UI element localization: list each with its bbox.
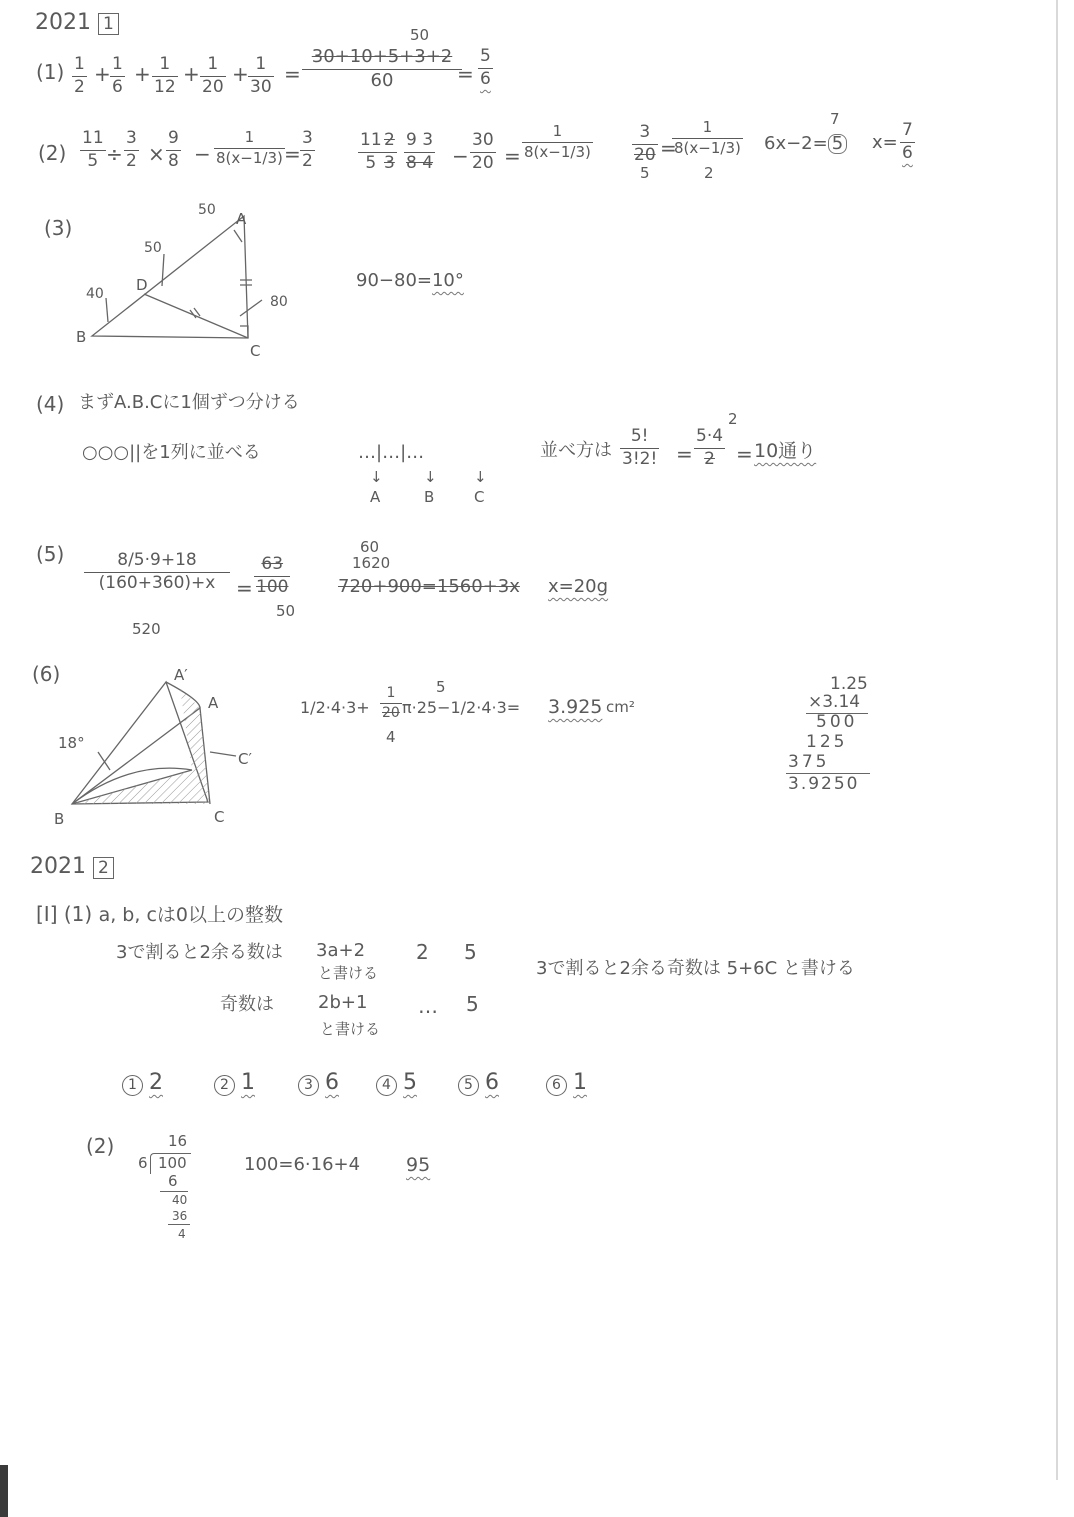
pointer-line [234, 230, 242, 242]
denominator: 5 [87, 150, 99, 171]
numerator: 5 [480, 46, 491, 66]
denominator: 2 [704, 448, 715, 469]
times-sign: × [148, 142, 165, 166]
equals-sign: = [284, 62, 301, 86]
q5-equation: 720+900=1560+3x [338, 576, 520, 597]
part-label: [I] [36, 902, 58, 926]
pointer-line [240, 300, 262, 316]
division-step: 36 [172, 1209, 188, 1223]
p2-value: 5 [464, 940, 477, 964]
p2-expr: 3a+2 [316, 940, 366, 961]
denominator: 100 [256, 576, 289, 597]
numerator: 1 [702, 118, 713, 136]
equals-sign: = [457, 62, 474, 86]
division-rule [160, 1191, 188, 1192]
denominator: 60 [370, 69, 394, 91]
division-step: 40 [172, 1193, 188, 1207]
p2-line-3: 3で割ると2余る奇数は 5+6C と書ける [536, 958, 855, 979]
q1-frac-1 [72, 56, 87, 97]
numerator: 1 [112, 54, 123, 74]
section-header-1 [35, 12, 119, 34]
vertex-b: B [54, 810, 65, 828]
q4-line-2: ○○○||を1列に並べる [82, 442, 261, 463]
circled-value: 5 [828, 134, 847, 154]
pointer-line [210, 752, 236, 756]
p2-q2-equation: 100=6·16+4 [244, 1154, 361, 1175]
numerator: 1 [244, 128, 255, 146]
numerator: 11 [360, 130, 382, 150]
pointer-line [106, 298, 108, 322]
mult-line: 500 [816, 712, 858, 732]
equals-sign: = [660, 136, 677, 160]
q2-note: 5 [640, 164, 650, 182]
equals-sign: = [676, 442, 693, 466]
answer: 10° [431, 270, 464, 291]
calc-text: 90−80= [356, 270, 432, 291]
q2-frac-2 [124, 130, 139, 171]
angle-label: 50 [198, 202, 216, 218]
header-number-box: 2 [93, 857, 114, 879]
segment-dc [144, 294, 248, 338]
plus-sign: + [134, 62, 151, 86]
vertex-b: B [76, 328, 87, 346]
p2-intro-line [36, 904, 283, 925]
group-label: B [424, 488, 435, 506]
p2-note: と書ける [320, 1020, 381, 1038]
plus-sign: + [232, 62, 249, 86]
p2-value: 5 [466, 992, 479, 1016]
q5-note: 520 [132, 620, 161, 638]
division-step: 6 [168, 1172, 178, 1190]
denominator: 8 4 [406, 152, 434, 173]
numerator: 9 [168, 128, 179, 148]
q2-work-frac-4 [470, 132, 496, 173]
denominator: 3 [384, 152, 395, 173]
p2-answer-3 [298, 1070, 339, 1096]
q1-sum-note: 50 [410, 26, 430, 44]
shaded-region [72, 770, 210, 804]
q4-note: 2 [728, 410, 738, 428]
header-year: 2021 [30, 854, 86, 879]
circled-number: 3 [298, 1075, 319, 1096]
q2-work-frac-7 [672, 120, 743, 157]
q2-note: 2 [704, 164, 714, 182]
p2-note: と書ける [318, 964, 379, 982]
mult-line: 125 [806, 732, 848, 752]
plus-sign: + [94, 62, 111, 86]
q2-work-frac-5 [522, 124, 593, 161]
numerator: 7 [902, 120, 913, 140]
p2-q2-label: (2) [86, 1134, 115, 1158]
answer-value: 6 [325, 1070, 339, 1095]
denominator: 2 [302, 150, 313, 171]
q4-answer: 10通り [754, 440, 817, 462]
numerator: 1 [159, 54, 171, 74]
numerator: 5·4 [696, 426, 724, 446]
q4-sequence: …|…|… [358, 442, 425, 463]
denominator: 8(x−1/3) [216, 148, 283, 167]
p2-value: 2 [416, 940, 429, 964]
circled-number: 5 [458, 1075, 479, 1096]
denominator: 20 [472, 152, 494, 173]
denominator: 3!2! [622, 448, 658, 469]
section-header-2 [30, 856, 114, 878]
group-label: A [370, 488, 381, 506]
p2-ellipsis: … [418, 994, 438, 1018]
vertex-a: A [236, 210, 247, 228]
p2-q2-answer: 95 [406, 1154, 431, 1176]
q2-label: (2) [38, 141, 67, 165]
q6-expr-a: 1/2·4·3+ [300, 698, 370, 717]
q2-frac-1 [80, 130, 106, 171]
page-edge [1056, 0, 1058, 1480]
answer-value: 5 [403, 1070, 417, 1095]
numerator: 3 [639, 122, 651, 142]
denominator: 30 [250, 76, 272, 97]
denominator: 20 [382, 704, 400, 721]
arrow-down-icon: ↓ [370, 468, 383, 486]
divide-sign: ÷ [106, 142, 123, 166]
triangle-abc [92, 216, 248, 338]
numerator: 3 [126, 128, 137, 148]
p2-expr: 2b+1 [318, 992, 368, 1013]
q5-frac [84, 552, 230, 593]
angle-label: 40 [86, 286, 104, 302]
circled-number: 2 [214, 1075, 235, 1096]
circled-number: 1 [122, 1075, 143, 1096]
q4-line-1: まずA.B.Cに1個ずつ分ける [78, 392, 300, 413]
q6-note: 5 [436, 678, 446, 696]
q2-frac-4 [214, 130, 285, 167]
q1-answer [478, 48, 493, 89]
q6-frac [380, 686, 402, 720]
p2-answer-1 [122, 1070, 163, 1096]
equals-sign: = [736, 442, 753, 466]
denominator: 6 [902, 142, 913, 163]
numerator: 11 [82, 128, 104, 148]
q4-label: (4) [36, 392, 65, 416]
numerator: 30+10+5+3+2 [311, 46, 453, 67]
remainder: 4 [178, 1227, 186, 1241]
numerator: 3 [302, 128, 313, 148]
numerator: 30 [472, 130, 494, 150]
mult-line: 3.9250 [788, 774, 860, 794]
q3-label: (3) [44, 216, 73, 240]
q6-note: 4 [386, 728, 396, 746]
numerator: 8/5·9+18 [117, 550, 197, 570]
header-number-box: 1 [98, 13, 119, 35]
q5-note: 60 [360, 538, 380, 556]
q2-linear-eq [764, 134, 847, 154]
minus-sign: − [452, 144, 469, 168]
denominator: 2 [126, 150, 137, 171]
minus-sign: − [194, 142, 211, 166]
numerator: 1 [552, 122, 563, 140]
q1-sum-frac [302, 48, 462, 91]
p2-line-2: 奇数は [220, 994, 274, 1015]
point-d: D [136, 276, 148, 294]
q4-perm-frac [620, 428, 659, 469]
q2-work-frac-1 [358, 132, 384, 173]
vertex-a-prime: A′ [174, 666, 188, 684]
q6-unit: cm² [606, 698, 635, 716]
equals-sign: = [236, 576, 253, 600]
q2-note: 7 [830, 110, 840, 128]
numerator: 9 3 [406, 130, 434, 150]
mult-line: 1.25 [830, 674, 868, 694]
denominator: 2 [74, 76, 85, 97]
q2-answer [900, 122, 915, 163]
denominator: 8 [168, 150, 179, 171]
arrow-down-icon: ↓ [424, 468, 437, 486]
vertex-c-prime: C′ [238, 750, 252, 768]
q5-label: (5) [36, 542, 65, 566]
division-rule [168, 1224, 190, 1225]
answer-value: 1 [573, 1070, 587, 1095]
numerator: 1 [207, 54, 219, 74]
vertex-c: C [214, 808, 225, 826]
question-label: (1) [63, 902, 93, 926]
q5-answer: x=20g [548, 576, 609, 597]
numerator: 1 [255, 54, 267, 74]
denominator: 6 [480, 68, 491, 89]
q5-rhs-frac [254, 556, 290, 597]
q1-frac-4 [200, 56, 226, 97]
vertex-c: C [250, 342, 261, 360]
q1-frac-5 [248, 56, 274, 97]
quotient: 16 [168, 1132, 188, 1150]
q2-work-frac-2 [382, 132, 397, 173]
answer-value: 1 [241, 1070, 255, 1095]
q4-perm-frac-2 [694, 428, 725, 469]
q3-calc [356, 272, 464, 290]
denominator: 8(x−1/3) [524, 142, 591, 161]
p2-answer-6 [546, 1070, 587, 1096]
answer-value: 6 [485, 1070, 499, 1095]
mult-line: ×3.14 [808, 692, 861, 712]
group-label: C [474, 488, 485, 506]
q3-triangle-diagram [70, 190, 310, 360]
q5-note: 1620 [352, 554, 391, 572]
plus-sign: + [183, 62, 200, 86]
p2-answer-4 [376, 1070, 417, 1096]
numerator: 63 [261, 554, 284, 574]
x-equals: x= [872, 132, 898, 153]
arrow-down-icon: ↓ [474, 468, 487, 486]
divisor: 6 [138, 1154, 148, 1172]
dividend: 100 [158, 1154, 187, 1172]
mult-line: 375 [788, 752, 830, 772]
numerator: 1 [386, 685, 396, 701]
pointer-line [162, 254, 164, 286]
angle-label: 80 [270, 294, 288, 310]
circled-number: 6 [546, 1075, 567, 1096]
q2-work-frac-3 [404, 132, 435, 173]
q6-rotation-diagram [50, 660, 290, 830]
denominator: 20 [202, 76, 224, 97]
answer-value: 2 [149, 1070, 163, 1095]
denominator: 12 [154, 76, 176, 97]
denominator: 6 [112, 76, 123, 97]
q2-frac-3 [166, 130, 181, 171]
denominator: 8(x−1/3) [674, 138, 741, 157]
intro-text: a, b, cは0以上の整数 [98, 904, 283, 926]
denominator: 5 [365, 152, 377, 173]
q4-perm-label: 並べ方は [540, 440, 612, 461]
equals-sign: = [284, 142, 301, 166]
equals-sign: = [504, 144, 521, 168]
p2-answer-5 [458, 1070, 499, 1096]
denominator: 20 [634, 144, 656, 165]
p2-line-1: 3で割ると2余る数は [116, 942, 283, 963]
numerator: 1 [74, 54, 85, 74]
numerator: 5! [630, 426, 649, 446]
header-year: 2021 [35, 10, 91, 35]
vertex-a: A [208, 694, 219, 712]
q2-frac-5 [300, 130, 315, 171]
q1-frac-2 [110, 56, 125, 97]
denominator: (160+360)+x [98, 572, 216, 593]
q5-note: 50 [276, 602, 296, 620]
angle-label: 50 [144, 240, 162, 256]
numerator: 2 [384, 130, 395, 150]
q6-answer: 3.925 [548, 696, 603, 718]
q1-label: (1) [36, 60, 65, 84]
q1-frac-3 [152, 56, 178, 97]
q6-expr-b: π·25−1/2·4·3= [402, 698, 521, 717]
p2-answer-2 [214, 1070, 255, 1096]
q6-label: (6) [32, 662, 61, 686]
angle-label: 18° [58, 734, 85, 752]
equation-text: 6x−2= [764, 133, 828, 154]
scan-shadow [0, 1465, 8, 1517]
q2-work-frac-6 [632, 124, 658, 165]
circled-number: 4 [376, 1075, 397, 1096]
